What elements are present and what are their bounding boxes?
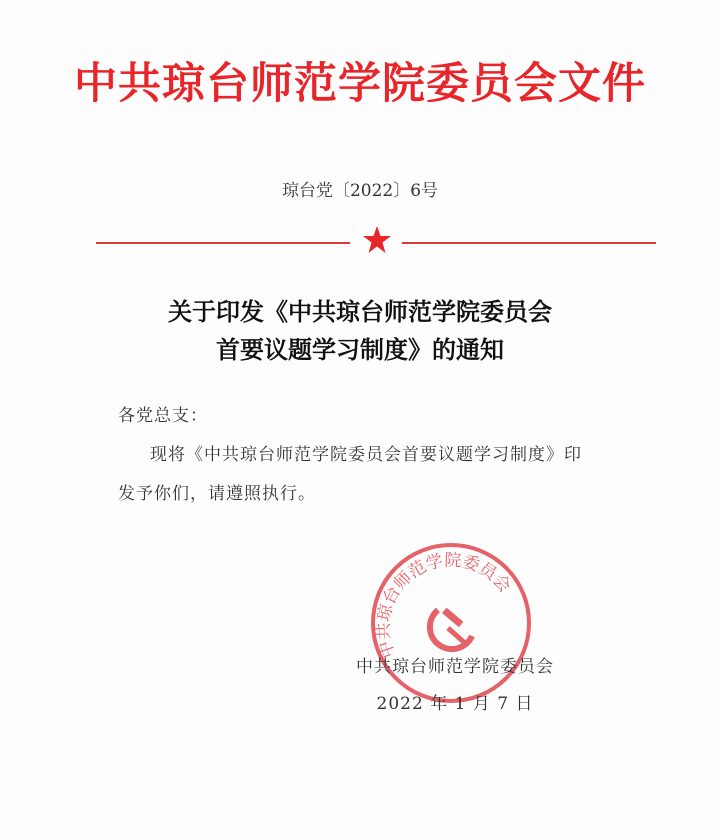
red-divider-left bbox=[96, 242, 350, 244]
notice-heading-line2: 首要议题学习制度》的通知 bbox=[216, 335, 504, 364]
red-star-icon bbox=[362, 224, 392, 256]
official-seal bbox=[368, 540, 534, 706]
document-title: 中共琼台师范学院委员会文件 bbox=[74, 59, 646, 109]
signature-organization: 中共琼台师范学院委员会 bbox=[356, 657, 554, 677]
body-paragraph-line2: 发予你们，请遵照执行。 bbox=[118, 484, 316, 504]
hammer-sickle-icon bbox=[430, 608, 472, 649]
body-paragraph-line1: 现将《中共琼台师范学院委员会首要议题学习制度》印 bbox=[150, 445, 582, 465]
notice-heading-line1: 关于印发《中共琼台师范学院委员会 bbox=[168, 297, 552, 326]
signature-date: 2022 年 1 月 7 日 bbox=[376, 694, 534, 714]
salutation: 各党总支： bbox=[118, 406, 208, 426]
document-number: 琼台党〔2022〕6号 bbox=[281, 181, 439, 201]
svg-text:中共琼台师范学院委员会: 中共琼台师范学院委员会 bbox=[373, 550, 515, 661]
red-divider-right bbox=[402, 242, 656, 244]
